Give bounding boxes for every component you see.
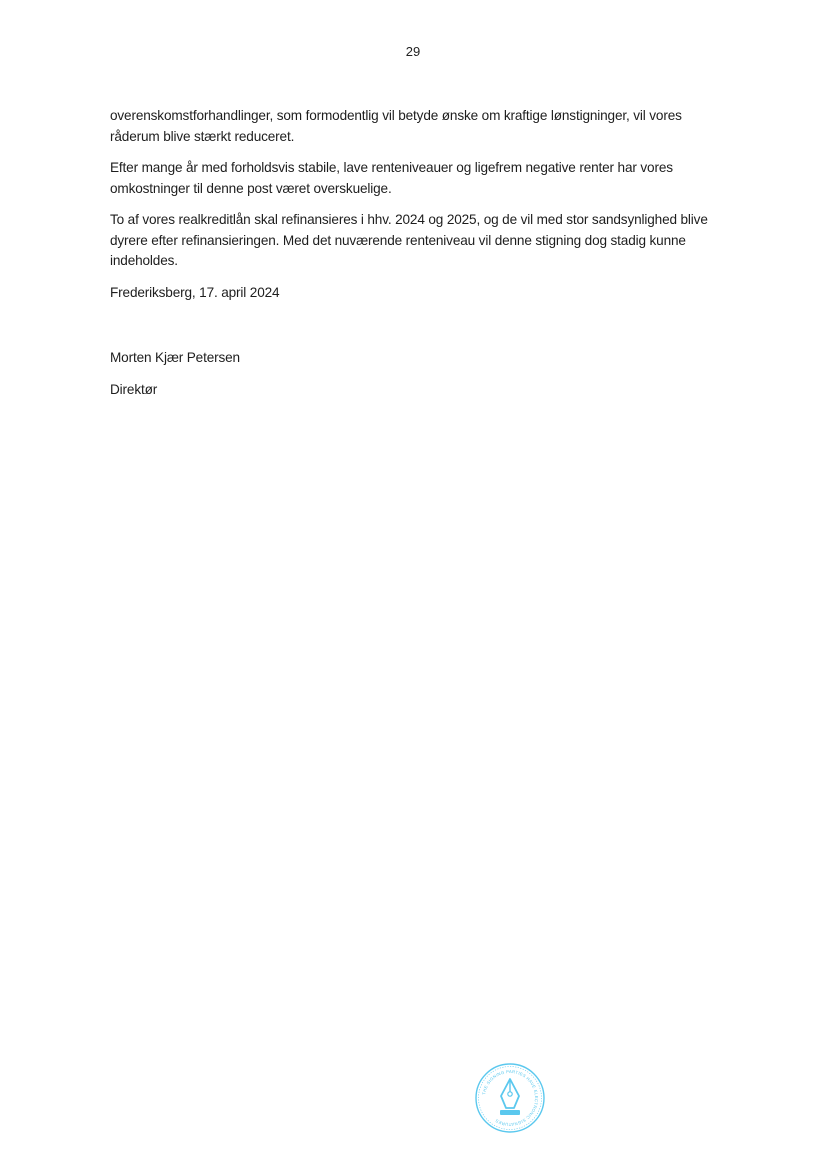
signatory-name: Morten Kjær Petersen [110, 350, 240, 365]
paragraph: Efter mange år med forholdsvis stabile, lave renteniveauer og ligefrem negative renter har vores omkostninger til denne post været overskuelige. [110, 160, 673, 196]
signatory-title: Direktør [110, 381, 158, 397]
page-number: 29 [405, 44, 421, 59]
signature-block [110, 348, 240, 400]
letter-body [110, 106, 720, 303]
place-date: Frederiksberg, 17. april 2024 [110, 284, 280, 300]
svg-text:THE SIGNING PARTIES HAVE ELECT [481, 1069, 539, 1127]
signature-seal [474, 1062, 546, 1134]
pen-nib-icon [474, 1062, 546, 1134]
paragraph: To af vores realkreditlån skal refinansieres i hhv. 2024 og 2025, og de vil med stor sandsynlighed blive dyrere efter refinansieringen. Med det nuværende renteniveau vil denne stigning dog stadig kunne indeholdes. [110, 212, 708, 268]
paragraph: overenskomstforhandlinger, som formodentlig vil betyde ønske om kraftige lønstigninger, vil vores råderum blive stærkt reduceret. [110, 108, 682, 144]
seal-text: THE SIGNING PARTIES HAVE ELECTRONIC SIGNATURES [481, 1068, 540, 1128]
